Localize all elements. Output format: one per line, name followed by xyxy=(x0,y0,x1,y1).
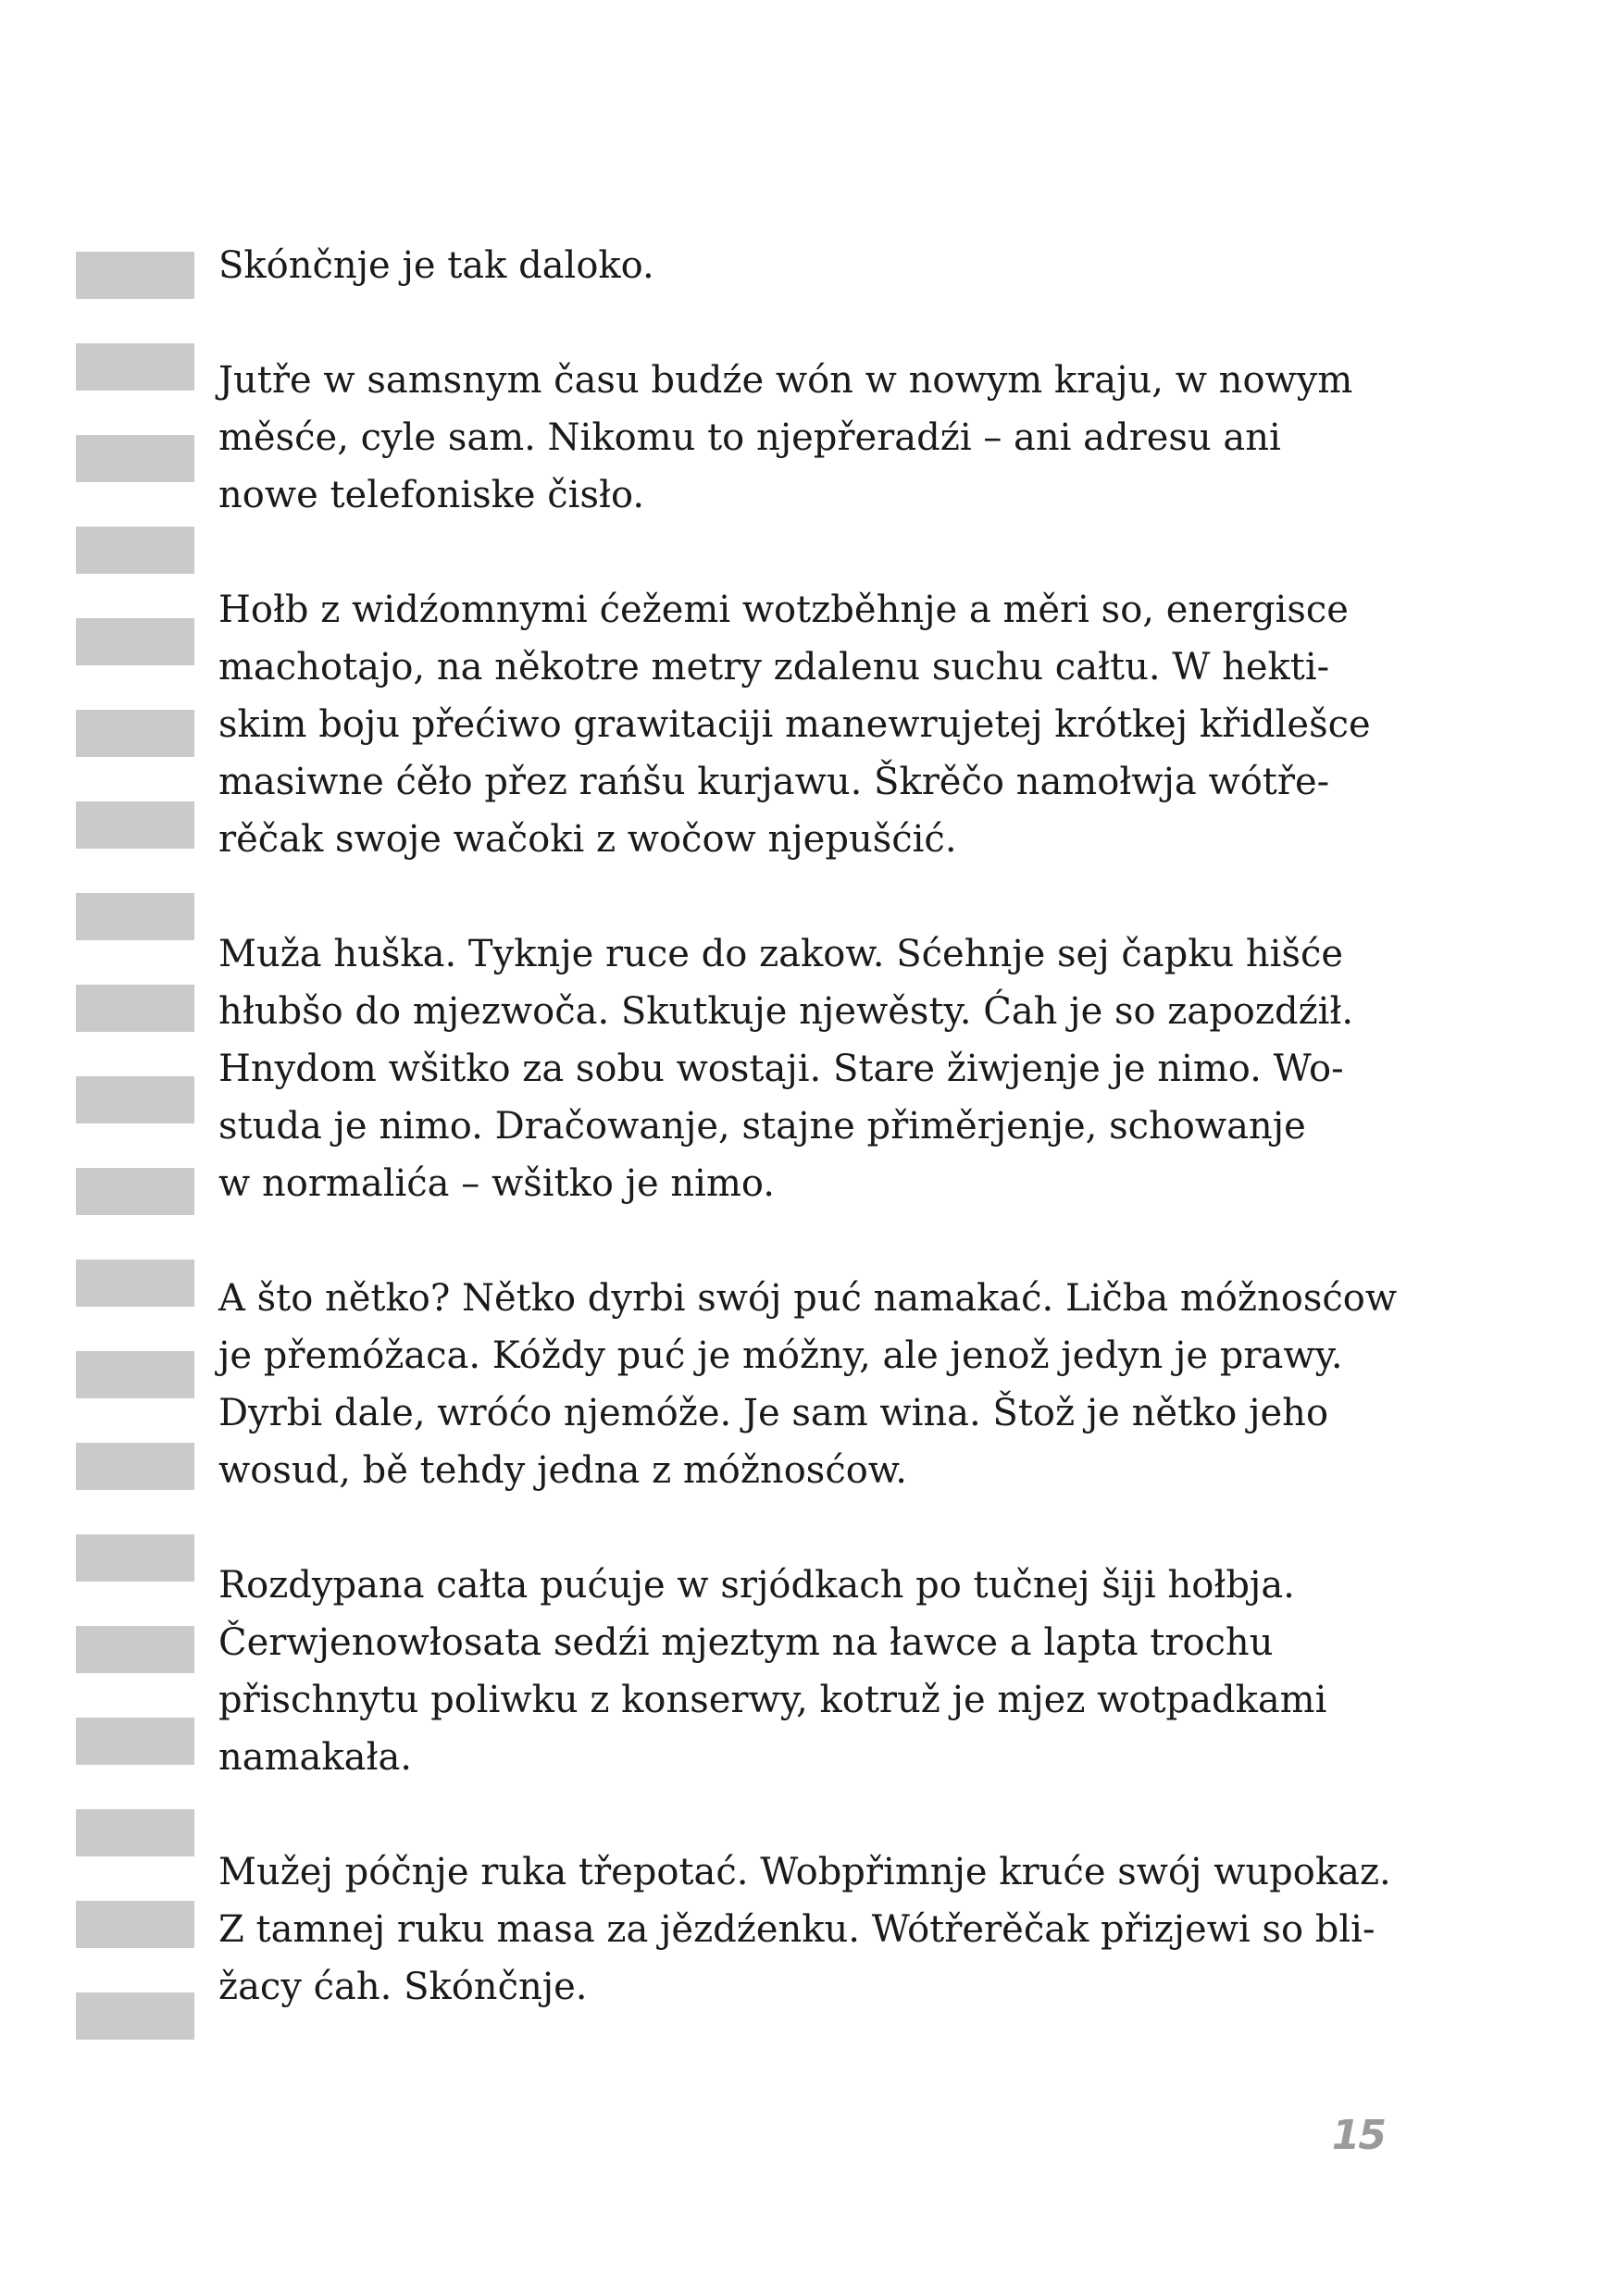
text-line: Dyrbi dale, wróćo njemóže. Je sam wina. Štož je nětko jeho xyxy=(218,1392,1329,1434)
paragraph-3 xyxy=(218,581,1422,868)
text-line: Z tamnej ruku masa za jězdźenku. Wótřerěčak přizjewi so bli- xyxy=(218,1908,1375,1951)
text-line: machotajo, na někotre metry zdalenu suchu całtu. W hekti- xyxy=(218,646,1330,689)
story-text xyxy=(218,237,1422,2073)
text-line: A što nětko? Nětko dyrbi swój puć namakać. Ličba móžnosćow xyxy=(218,1277,1398,1320)
text-line: Skónčnje je tak daloko. xyxy=(218,244,654,287)
text-line: Čerwjenowłosata sedźi mjeztym na ławce a lapta trochu xyxy=(218,1621,1274,1664)
text-line: studa je nimo. Dračowanje, stajne přiměrjenje, schowanje xyxy=(218,1105,1306,1148)
text-line: Jutře w samsnym času budźe wón w nowym kraju, w nowym xyxy=(218,359,1353,402)
text-line: Muža huška. Tyknje ruce do zakow. Sćehnje sej čapku hišće xyxy=(218,933,1344,975)
text-line: žacy ćah. Skónčnje. xyxy=(218,1966,588,2008)
text-line: rěčak swoje wačoki z wočow njepušćić. xyxy=(218,818,957,861)
paragraph-7 xyxy=(218,1843,1422,2016)
paragraph-4 xyxy=(218,925,1422,1212)
paragraph-2 xyxy=(218,352,1422,524)
text-line: Hołb z widźomnymi ćežemi wotzběhnje a měri so, energisce xyxy=(218,589,1349,631)
text-line: masiwne ćěło přez rańšu kurjawu. Škrěčo namołwja wótře- xyxy=(218,761,1330,803)
page-number: 15 xyxy=(1331,2112,1385,2159)
paragraph-5 xyxy=(218,1270,1422,1499)
margin-stripe-decoration xyxy=(76,252,194,2053)
text-line: w normalića – wšitko je nimo. xyxy=(218,1162,775,1205)
text-line: je přemóžaca. Kóždy puć je móžny, ale jenož jedyn je prawy. xyxy=(218,1334,1343,1377)
text-line: hłubšo do mjezwoča. Skutkuje njewěsty. Ćah je so zapozdźił. xyxy=(218,990,1354,1033)
text-line: přischnytu poliwku z konserwy, kotruž je mjez wotpadkami xyxy=(218,1679,1327,1721)
text-line: wosud, bě tehdy jedna z móžnosćow. xyxy=(218,1449,908,1492)
paragraph-1 xyxy=(218,237,1422,294)
text-line: měsće, cyle sam. Nikomu to njepřeradźi – ani adresu ani xyxy=(218,416,1281,459)
paragraph-6 xyxy=(218,1557,1422,1786)
text-line: skim boju přećiwo grawitaciji manewrujetej krótkej křidlešce xyxy=(218,703,1371,746)
text-line: Rozdypana całta pućuje w srjódkach po tučnej šiji hołbja. xyxy=(218,1564,1295,1607)
text-line: nowe telefoniske čisło. xyxy=(218,474,645,516)
text-line: Hnydom wšitko za sobu wostaji. Stare žiwjenje je nimo. Wo- xyxy=(218,1048,1344,1090)
text-line: Mužej póčnje ruka třepotać. Wobpřimnje kruće swój wupokaz. xyxy=(218,1851,1391,1893)
text-line: namakała. xyxy=(218,1736,413,1779)
